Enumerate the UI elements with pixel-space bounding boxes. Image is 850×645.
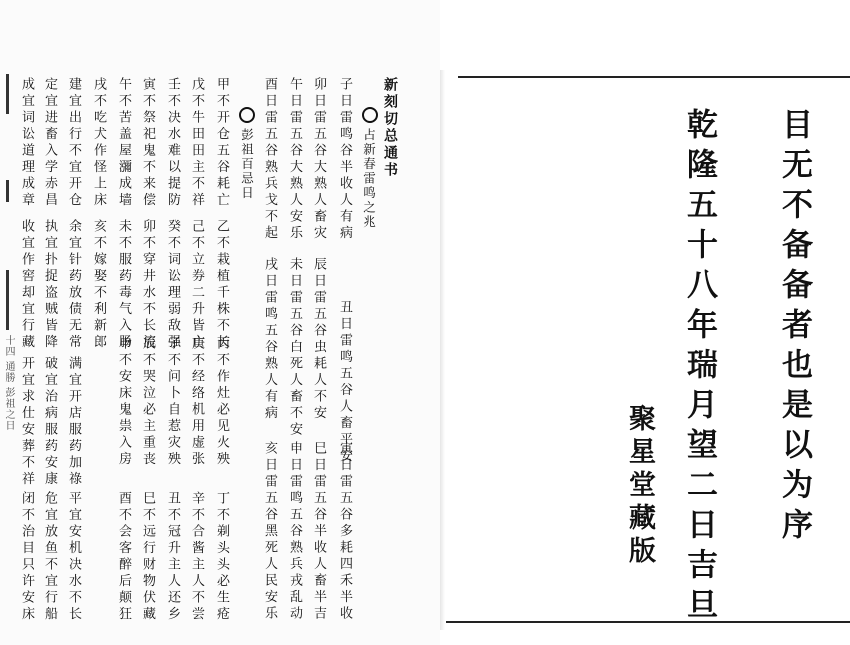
pengzu-text: 寅不祭祀鬼不来偿 bbox=[140, 77, 155, 209]
thunder-text: 戌日雷鸣五谷熟人有病 bbox=[262, 257, 277, 422]
pengzu-text: 戊不牛田田主不祥 bbox=[189, 77, 204, 209]
pengzu-text: 巳不远行财物伏藏 bbox=[140, 491, 155, 623]
pengzu-text: 乙不栽植千株不长 bbox=[214, 219, 229, 351]
thunder-text: 未日雷五谷白死人畜不安 bbox=[287, 257, 302, 439]
top-border-rule bbox=[458, 76, 850, 78]
duty-text: 平宜安机决水不长 bbox=[66, 491, 81, 623]
duty-text: 满宜开店服药加祿 bbox=[66, 356, 81, 488]
duty-text: 成宜词讼道理成章 bbox=[19, 77, 34, 209]
pengzu-text: 丁不剃头头必生疮 bbox=[214, 491, 229, 623]
thunder-text: 亥日雷五谷黑死人民安乐 bbox=[262, 441, 277, 623]
pengzu-heading: 彭祖百忌日 bbox=[239, 128, 255, 201]
duty-text: 收宜作窖却宜行藏 bbox=[19, 219, 34, 351]
publisher-imprint: 聚星堂藏版 bbox=[624, 404, 655, 569]
circle-marker-icon bbox=[362, 107, 378, 123]
thunder-text: 卯日雷五谷大熟人畜灾 bbox=[311, 77, 326, 242]
thunder-text: 巳日雷五谷半收人畜半吉 bbox=[311, 441, 326, 623]
pengzu-text: 甲不开仓五谷耗亡 bbox=[214, 77, 229, 209]
duty-text: 危宜放鱼不宜行船 bbox=[42, 491, 57, 623]
duty-text: 定宜进畜入学赤昌 bbox=[42, 77, 57, 209]
duty-text: 建宜出行不宜开仓 bbox=[66, 77, 81, 209]
pengzu-text: 己不立券二升皆亡 bbox=[189, 219, 204, 351]
book-fold bbox=[440, 70, 445, 630]
duty-text: 余宜针药放债无常 bbox=[66, 219, 81, 351]
pengzu-text: 庚不经络机用虚张 bbox=[189, 336, 204, 468]
thunder-text: 酉日雷五谷熟兵戈不起 bbox=[262, 77, 277, 242]
duty-text: 破宜治病服药安康 bbox=[42, 356, 57, 488]
pengzu-text: 午不苦盖屋瀰成墙 bbox=[116, 77, 131, 209]
pengzu-text: 辛不合酱主人不尝 bbox=[189, 491, 204, 623]
pengzu-text: 卯不穿井水不长流 bbox=[140, 219, 155, 351]
preface-closing-line: 目无不备备者也是以为序 bbox=[776, 108, 812, 548]
spine-mark bbox=[6, 74, 9, 114]
pengzu-text: 申不安床鬼祟入房 bbox=[116, 336, 131, 468]
thunder-text: 辰日雷五谷虫耗人不安 bbox=[311, 257, 326, 422]
pengzu-text: 丙不作灶必见火殃 bbox=[214, 336, 229, 468]
thunder-text: 子日雷鸣谷半收人有病 bbox=[337, 77, 352, 242]
duty-text: 闭不治目只许安床 bbox=[19, 491, 34, 623]
pengzu-text: 子不问卜自惹灾殃 bbox=[165, 336, 180, 468]
pengzu-text: 癸不词讼理弱敌强 bbox=[165, 219, 180, 351]
book-title: 新刻切总通书 bbox=[382, 77, 398, 179]
thunder-text: 申日雷鸣五谷熟兵戎乱动 bbox=[287, 441, 302, 623]
pengzu-text: 未不服药毒气入肠 bbox=[116, 219, 131, 351]
duty-text: 开宜求仕安葬不祥 bbox=[19, 356, 34, 488]
thunder-text: 寅日雷五谷多耗四禾半收 bbox=[337, 441, 352, 623]
thunder-text: 丑日雷鸣五谷人畜平安 bbox=[337, 300, 352, 465]
pengzu-text: 酉不会客醉后颠狂 bbox=[116, 491, 131, 623]
spine-mark bbox=[6, 180, 9, 202]
pengzu-text: 丑不冠升主人还乡 bbox=[165, 491, 180, 623]
date-line: 乾隆五十八年瑞月望二日吉旦 bbox=[681, 108, 717, 628]
pengzu-text: 亥不嫁娶不利新郎 bbox=[91, 219, 106, 351]
circle-marker-icon bbox=[239, 107, 255, 123]
thunder-heading: 占新春雷鸣之兆 bbox=[361, 128, 377, 230]
pengzu-text: 壬不决水难以提防 bbox=[165, 77, 180, 209]
bottom-border-rule bbox=[446, 621, 850, 623]
thunder-text: 午日雷五谷大熟人安乐 bbox=[287, 77, 302, 242]
spine-mark bbox=[6, 270, 9, 330]
gutter-caption: 十四 通勝 彭祖之日 bbox=[3, 335, 14, 432]
pengzu-text: 戌不吃犬作怪上床 bbox=[91, 77, 106, 209]
pengzu-text: 辰不哭泣必主重丧 bbox=[140, 336, 155, 468]
duty-text: 执宜扑捉盗贼皆降 bbox=[42, 219, 57, 351]
